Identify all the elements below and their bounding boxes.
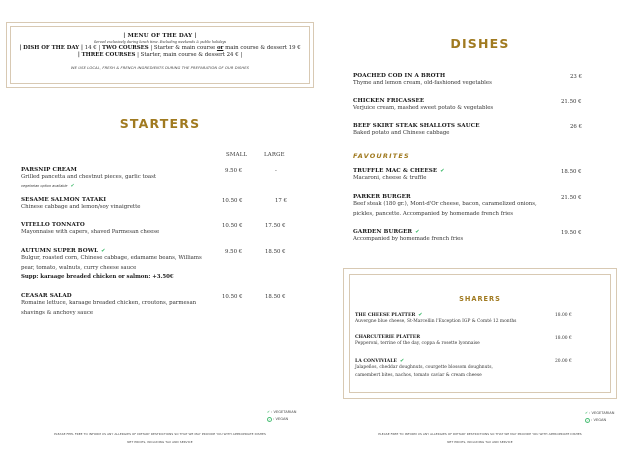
sharers-box (343, 268, 617, 399)
price-small: 9.50 € (225, 168, 243, 174)
item-name-text: GARDEN BURGER (353, 229, 413, 235)
item-desc-line-1: Romaine lettuce, karaage breaded chicken, croutons, parmesan (21, 300, 197, 306)
two-courses-desc-b: main course & dessert 19 € (223, 45, 301, 51)
item-desc: Mayonnaise with capers, shaved Parmesan cheese (21, 229, 160, 235)
vegan-icon: ✓ (268, 417, 271, 422)
menu-of-the-day-subtitle: Served exclusively during lunch time. Excluding weekends & public holidays (93, 40, 227, 44)
dish-item-chicken-fricassee (353, 98, 493, 114)
legend-vegan (267, 416, 296, 423)
sharers-inner (349, 274, 611, 393)
vegetarian-option-text: vegetarian option available (21, 183, 68, 188)
item-desc: Pepperoni, terrine of the day, coppa & rosette lyonnaise (355, 341, 480, 346)
starter-item-vitello-tonnato (21, 222, 159, 238)
dishes-title: DISHES (450, 36, 510, 51)
three-courses-desc: | Starter, main course & dessert 24 € | (135, 52, 243, 58)
favourites-title: FAVOURITES (353, 152, 410, 160)
legend-vegetarian-label: : VEGETARIAN (271, 410, 297, 414)
price-large: 17 € (275, 198, 288, 204)
item-desc-line-1: Beef steak (180 gr.), Mont-d'Or cheese, bacon, caramelized onions, (353, 201, 537, 207)
price: 23 € (570, 74, 583, 80)
three-courses-label: | THREE COURSES (77, 52, 136, 58)
item-desc-line-1: Bulgur, roasted corn, Chinese cabbage, edamame beans, Williams (21, 255, 202, 261)
net-prices-notice: NET PRICES, INCLUDING TAX AND SERVICE (127, 440, 193, 444)
item-desc-line-1: Jalapeños, cheddar doughnuts, courgette blossom doughnuts, (355, 365, 493, 370)
dish-item-beef-skirt-steak (353, 123, 480, 139)
item-desc: Thyme and lemon cream, old-fashioned vegetables (353, 80, 492, 86)
item-name: CHICKEN FRICASSEE (353, 98, 425, 104)
item-name: CHARCUTERIE PLATTER (355, 335, 421, 340)
menu-of-the-day-line-1 (11, 45, 309, 51)
price: 18.00 € (555, 336, 572, 341)
price-large: 17.50 € (265, 223, 286, 229)
favourite-item-truffle-mac (353, 168, 445, 184)
item-desc: Accompanied by homemade french fries (353, 236, 464, 242)
item-name: CEASAR SALAD (21, 293, 72, 299)
favourite-item-garden-burger (353, 229, 463, 245)
price: 18.00 € (555, 313, 572, 318)
starter-item-parsnip-cream (21, 167, 156, 189)
sharers-title: SHARERS (459, 295, 501, 303)
starter-item-ceasar-salad (21, 293, 196, 318)
diet-legend (267, 409, 296, 423)
vegetarian-icon: ✔ (267, 410, 271, 414)
item-name: PARKER BURGER (353, 194, 411, 200)
item-desc: Auvergne blue cheese, St-Marcellin l'Exception IGP & Comté 12 months (355, 319, 517, 324)
item-desc: Grilled pancetta and chestnut pieces, garlic toast (21, 174, 157, 180)
item-name-text: THE CHEESE PLATTER (355, 313, 416, 318)
two-courses-label: TWO COURSES (101, 45, 149, 51)
price: 20.00 € (555, 359, 572, 364)
dish-of-the-day-label: | DISH OF THE DAY | (19, 45, 83, 51)
price: 19.50 € (561, 230, 582, 236)
price-small: 9.50 € (225, 249, 243, 255)
item-desc-line-2: pear, tomato, walnuts, curry cheese sauce (21, 264, 137, 271)
item-desc-line-2: pickles, pancette. Accompanied by homemade french fries (353, 210, 513, 217)
legend-vegetarian-label: : VEGETARIAN (589, 411, 615, 415)
legend-vegetarian (267, 409, 296, 416)
starters-title: STARTERS (119, 116, 201, 131)
vegetarian-icon: ✔ (101, 248, 106, 254)
net-prices-notice: NET PRICES, INCLUDING TAX AND SERVICE (447, 440, 513, 444)
price-small: 10.50 € (222, 294, 243, 300)
sharer-item-charcuterie-platter (355, 335, 480, 348)
item-name: VITELLO TONNATO (21, 222, 85, 228)
vegetarian-icon: ✔ (418, 312, 423, 318)
price-large: 18.50 € (265, 294, 286, 300)
menu-of-the-day-inner (10, 26, 310, 84)
dish-of-the-day-price: 14 € | (83, 45, 102, 51)
price: 18.50 € (561, 169, 582, 175)
menu-of-the-day-line-2 (11, 52, 309, 58)
diet-legend (585, 410, 614, 424)
starter-item-autumn-super-bowl (21, 248, 202, 283)
vegetarian-icon: ✔ (585, 411, 589, 415)
item-desc: Baked potato and Chinese cabbage (353, 130, 450, 136)
price: 21.50 € (561, 195, 582, 201)
right-page (320, 0, 640, 453)
vegetarian-icon: ✔ (440, 168, 445, 174)
column-large: LARGE (264, 152, 285, 158)
item-name-text: AUTUMN SUPER BOWL (21, 248, 99, 254)
item-name-text: LA CONVIVIALE (355, 359, 397, 364)
item-desc-line-2: shavings & anchovy sauce (21, 309, 94, 316)
column-small: SMALL (226, 152, 248, 158)
legend-vegan-label: : VEGAN (591, 418, 607, 422)
item-name-text: TRUFFLE MAC & CHEESE (353, 168, 438, 174)
menu-of-the-day-title: | MENU OF THE DAY | (123, 33, 197, 39)
supplement-note: Supp: karaage breaded chicken or salmon: +3.50€ (21, 274, 174, 281)
favourite-item-parker-burger (353, 194, 537, 219)
item-name: SESAME SALMON TATAKI (21, 197, 107, 203)
price-small: 10.50 € (222, 198, 243, 204)
starter-item-sesame-salmon-tataki (21, 197, 140, 213)
allergy-notice: PLEASE FREE TO INFORM US ANY ALLERGIES OF DIETARY RESTRICTIONS SO THAT WE MAY PROVIDE YOU WITH APPROPRIATE DISHES (378, 432, 582, 436)
item-desc: Verjuice cream, mashed sweet potato & vegetables (353, 105, 494, 111)
item-name: POACHED COD IN A BROTH (353, 73, 446, 79)
vegetarian-icon: ✔ (70, 182, 75, 189)
price-large: - (275, 168, 277, 174)
item-desc: Chinese cabbage and lemon/soy vinaigrette (21, 204, 141, 210)
vegan-icon: ✓ (586, 418, 589, 423)
legend-vegan-label: : VEGAN (273, 417, 289, 421)
local-ingredients-note: WE USE LOCAL, FRESH & FRENCH INGREDIENTS DURING THE PREPARATION OF OUR DISHES (70, 66, 250, 70)
vegetarian-icon: ✔ (415, 229, 420, 235)
legend-vegan (585, 417, 614, 424)
two-courses-desc-a: | Starter & main course (148, 45, 217, 51)
sharer-item-la-conviviale (355, 358, 493, 380)
allergy-notice: PLEASE FEEL FREE TO INFORM US ANY ALLERGIES OF DIETARY RESTRICTIONS SO THAT WE MAY PROVIDE YOU WITH APPROPRIATE DISHES (54, 432, 266, 436)
dish-item-poached-cod (353, 73, 492, 89)
sharer-item-cheese-platter (355, 312, 516, 326)
price: 26 € (570, 124, 583, 130)
menu-of-the-day-box (6, 22, 314, 88)
vegetarian-icon: ✔ (399, 358, 405, 364)
legend-vegetarian (585, 410, 614, 417)
item-name-text: PARSNIP CREAM (21, 167, 77, 173)
price-small: 10.50 € (222, 223, 243, 229)
item-desc-line-2: camembert bites, nachos, tomato caviar & cream cheese (355, 373, 482, 378)
vegetarian-option-note (21, 183, 156, 189)
price-large: 18.50 € (265, 249, 286, 255)
item-name: BEEF SKIRT STEAK SHALLOTS SAUCE (353, 123, 480, 129)
item-desc: Macaroni, cheese & truffle (353, 175, 427, 181)
price: 21.50 € (561, 99, 582, 105)
or-text: or (216, 45, 224, 51)
